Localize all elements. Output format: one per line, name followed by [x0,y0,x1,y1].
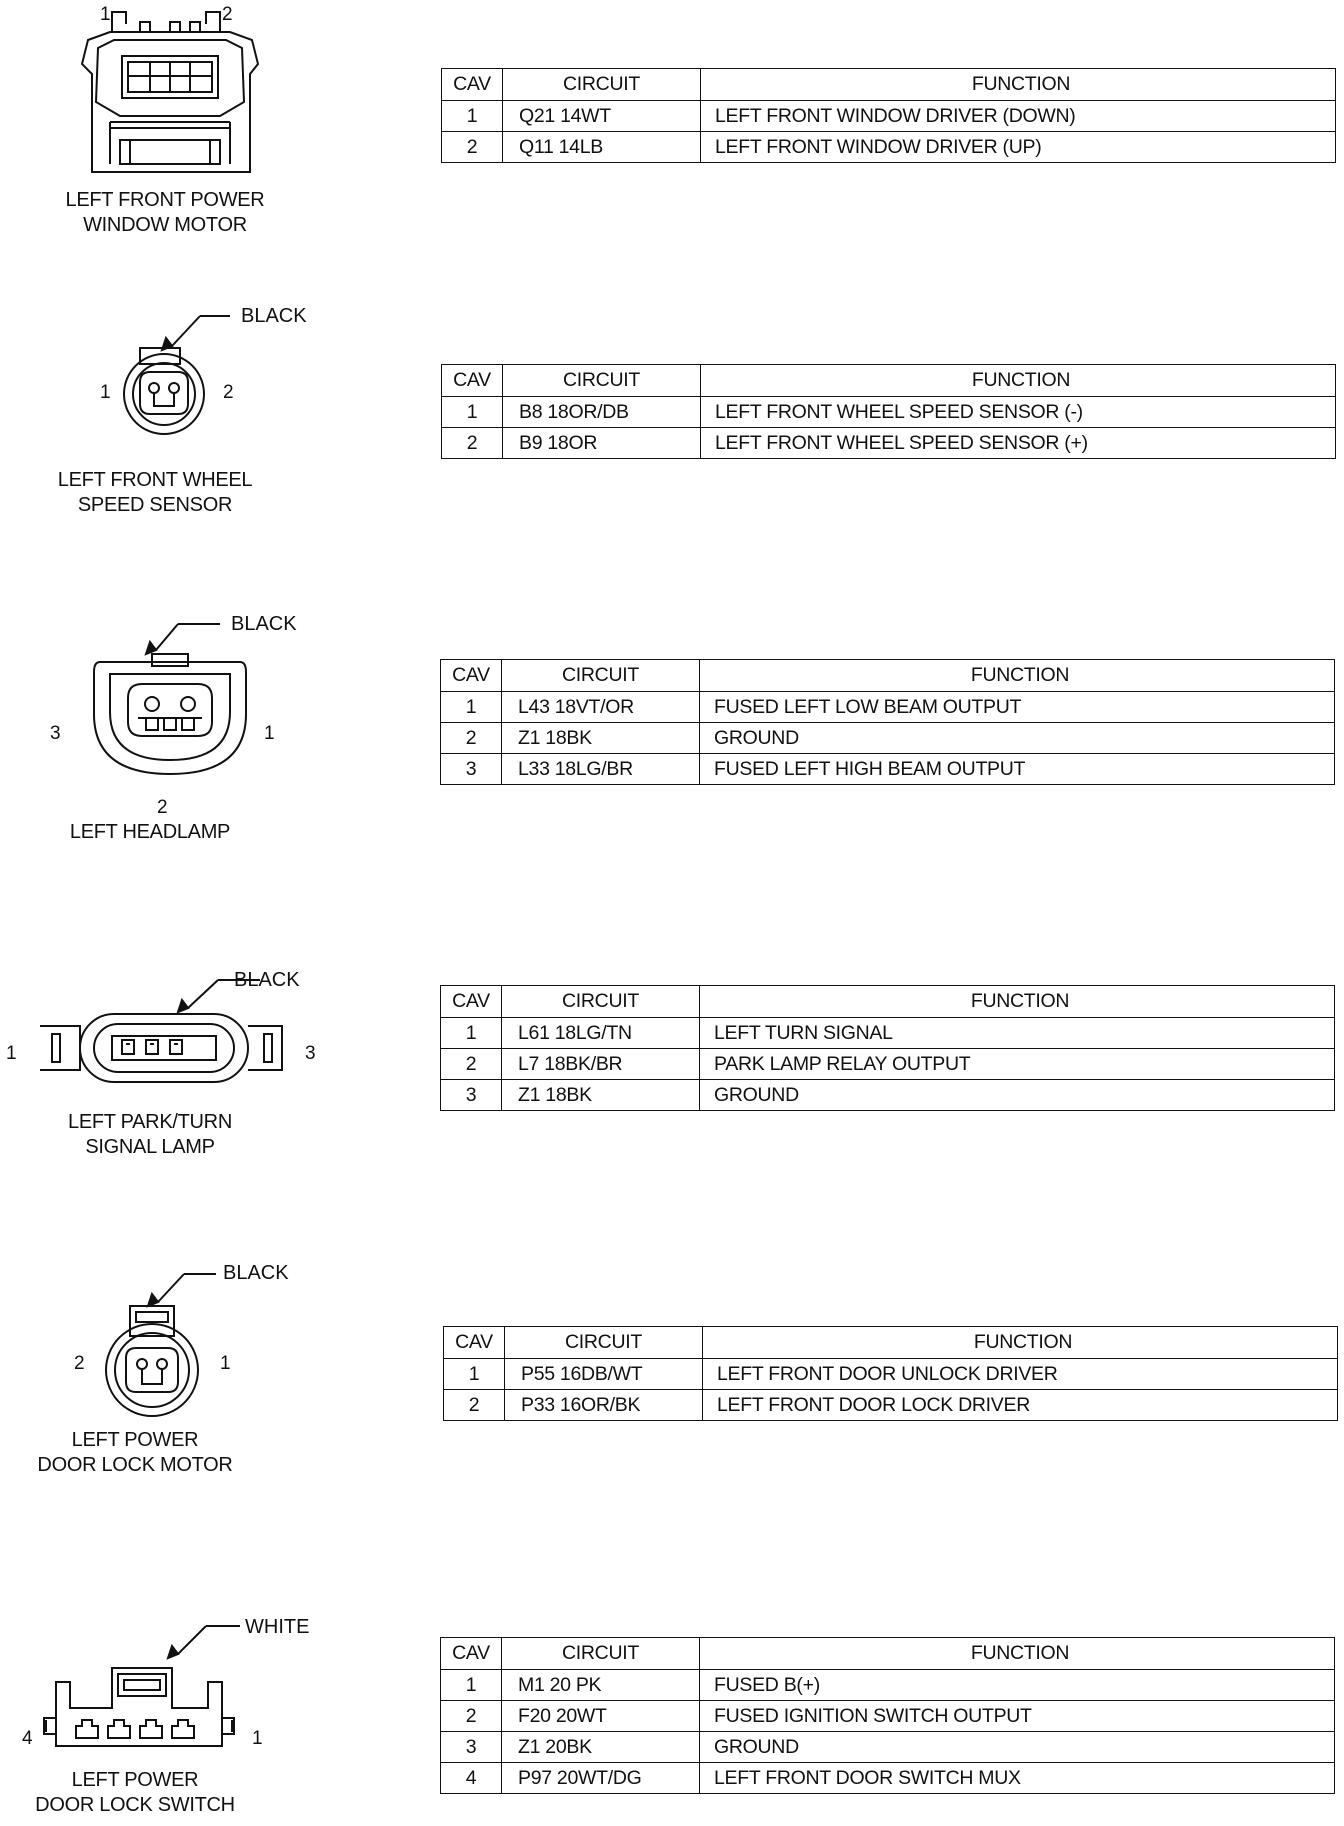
table-row [441,723,1335,754]
cav-cell: 3 [441,1732,502,1763]
function-cell: LEFT FRONT WINDOW DRIVER (DOWN) [701,101,1336,132]
function-cell: FUSED IGNITION SWITCH OUTPUT [700,1701,1335,1732]
door-lock-motor-pin-table [443,1326,1338,1421]
pin-label-3: 3 [50,723,61,744]
circuit-cell: Q11 14LB [503,132,701,163]
door-lock-switch-connector-icon [40,1622,250,1762]
table-header-row [441,660,1335,692]
table-row [441,1701,1335,1732]
park-turn-lamp-pin-table [440,985,1335,1111]
connector-color-label: BLACK [231,613,297,635]
circuit-header: CIRCUIT [502,1638,700,1670]
connector-name-line-1: LEFT POWER [71,1429,199,1451]
connector-color-label: WHITE [245,1616,310,1638]
wheel-speed-sensor-pin-table [441,364,1336,459]
door-lock-motor-connector-icon [96,1268,226,1418]
table-header-row [441,986,1335,1018]
cav-cell: 2 [441,1701,502,1732]
function-header: FUNCTION [700,986,1335,1018]
function-header: FUNCTION [701,69,1336,101]
pin-label-3: 3 [305,1043,316,1064]
cav-cell: 2 [441,723,502,754]
table-row [441,1670,1335,1701]
pin-label-1: 1 [100,382,111,403]
table-header-row [442,69,1336,101]
circuit-cell: F20 20WT [502,1701,700,1732]
circuit-header: CIRCUIT [503,69,701,101]
connector-color-label: BLACK [241,305,307,327]
circuit-cell: P97 20WT/DG [502,1763,700,1794]
circuit-cell: Z1 18BK [502,723,700,754]
cav-cell: 3 [441,1080,502,1111]
connector-name-line-1: LEFT HEADLAMP [69,821,231,843]
table-row [441,1080,1335,1111]
headlamp-pin-table [440,659,1335,785]
function-header: FUNCTION [703,1327,1338,1359]
pin-label-1: 1 [220,1353,231,1374]
window-motor-pin-table [441,68,1336,163]
pin-label-2: 2 [74,1353,85,1374]
cav-cell: 1 [441,1670,502,1701]
function-cell: LEFT TURN SIGNAL [700,1018,1335,1049]
function-cell: LEFT FRONT DOOR UNLOCK DRIVER [703,1359,1338,1390]
circuit-cell: B8 18OR/DB [503,397,701,428]
connector-name-line-2: SPEED SENSOR [77,494,233,516]
connector-name-line-1: LEFT FRONT POWER [65,189,265,211]
cav-cell: 1 [444,1359,505,1390]
circuit-cell: P33 16OR/BK [505,1390,703,1421]
pin-label-2: 2 [157,797,168,818]
function-header: FUNCTION [701,365,1336,397]
cav-header: CAV [441,986,502,1018]
cav-cell: 2 [442,428,503,459]
cav-header: CAV [444,1327,505,1359]
circuit-cell: Z1 18BK [502,1080,700,1111]
table-row [442,101,1336,132]
cav-header: CAV [441,1638,502,1670]
circuit-cell: L43 18VT/OR [502,692,700,723]
function-cell: FUSED LEFT LOW BEAM OUTPUT [700,692,1335,723]
door-lock-switch-pin-table [440,1637,1335,1794]
table-row [441,1763,1335,1794]
cav-header: CAV [442,365,503,397]
function-cell: FUSED B(+) [700,1670,1335,1701]
pin-label-1: 1 [252,1728,263,1749]
function-cell: GROUND [700,1080,1335,1111]
circuit-cell: P55 16DB/WT [505,1359,703,1390]
function-cell: LEFT FRONT DOOR LOCK DRIVER [703,1390,1338,1421]
table-header-row [442,365,1336,397]
connector-name-line-1: LEFT FRONT WHEEL [57,469,253,491]
connector-color-label: BLACK [223,1262,289,1284]
connector-name-line-1: LEFT POWER [71,1769,199,1791]
pin-label-1: 1 [100,4,111,25]
table-row [444,1359,1338,1390]
window-motor-connector-icon [70,4,270,179]
circuit-cell: L33 18LG/BR [502,754,700,785]
table-row [441,1732,1335,1763]
wheel-speed-sensor-connector-icon [110,310,230,450]
cav-cell: 4 [441,1763,502,1794]
connector-name-line-2: DOOR LOCK SWITCH [35,1794,235,1816]
cav-cell: 1 [441,1018,502,1049]
cav-cell: 1 [442,101,503,132]
function-header: FUNCTION [700,1638,1335,1670]
connector-name-line-2: SIGNAL LAMP [85,1136,215,1158]
pin-label-1: 1 [264,723,275,744]
connector-color-label: BLACK [234,969,300,991]
cav-cell: 2 [444,1390,505,1421]
cav-header: CAV [442,69,503,101]
function-cell: PARK LAMP RELAY OUTPUT [700,1049,1335,1080]
pin-label-2: 2 [223,382,234,403]
function-cell: GROUND [700,723,1335,754]
table-header-row [441,1638,1335,1670]
table-row [444,1390,1338,1421]
circuit-header: CIRCUIT [502,986,700,1018]
function-cell: LEFT FRONT WHEEL SPEED SENSOR (-) [701,397,1336,428]
cav-header: CAV [441,660,502,692]
function-cell: LEFT FRONT WINDOW DRIVER (UP) [701,132,1336,163]
table-header-row [444,1327,1338,1359]
function-cell: GROUND [700,1732,1335,1763]
connector-name-line-2: WINDOW MOTOR [83,214,247,236]
circuit-cell: B9 18OR [503,428,701,459]
function-cell: LEFT FRONT WHEEL SPEED SENSOR (+) [701,428,1336,459]
cav-cell: 2 [441,1049,502,1080]
circuit-cell: L61 18LG/TN [502,1018,700,1049]
circuit-header: CIRCUIT [505,1327,703,1359]
connector-name-line-1: LEFT PARK/TURN [68,1111,232,1133]
circuit-cell: M1 20 PK [502,1670,700,1701]
function-cell: LEFT FRONT DOOR SWITCH MUX [700,1763,1335,1794]
table-row [442,132,1336,163]
cav-cell: 1 [442,397,503,428]
circuit-cell: Z1 20BK [502,1732,700,1763]
table-row [441,1049,1335,1080]
cav-cell: 1 [441,692,502,723]
table-row [441,692,1335,723]
cav-cell: 2 [442,132,503,163]
cav-cell: 3 [441,754,502,785]
function-header: FUNCTION [700,660,1335,692]
pin-label-4: 4 [22,1728,33,1749]
circuit-cell: L7 18BK/BR [502,1049,700,1080]
table-row [442,428,1336,459]
park-turn-lamp-connector-icon [38,974,288,1084]
function-cell: FUSED LEFT HIGH BEAM OUTPUT [700,754,1335,785]
table-row [441,754,1335,785]
pin-label-1: 1 [6,1043,17,1064]
headlamp-connector-icon [80,618,260,788]
circuit-header: CIRCUIT [503,365,701,397]
circuit-header: CIRCUIT [502,660,700,692]
circuit-cell: Q21 14WT [503,101,701,132]
pin-label-2: 2 [222,4,233,25]
table-row [442,397,1336,428]
table-row [441,1018,1335,1049]
connector-name-line-2: DOOR LOCK MOTOR [37,1454,233,1476]
